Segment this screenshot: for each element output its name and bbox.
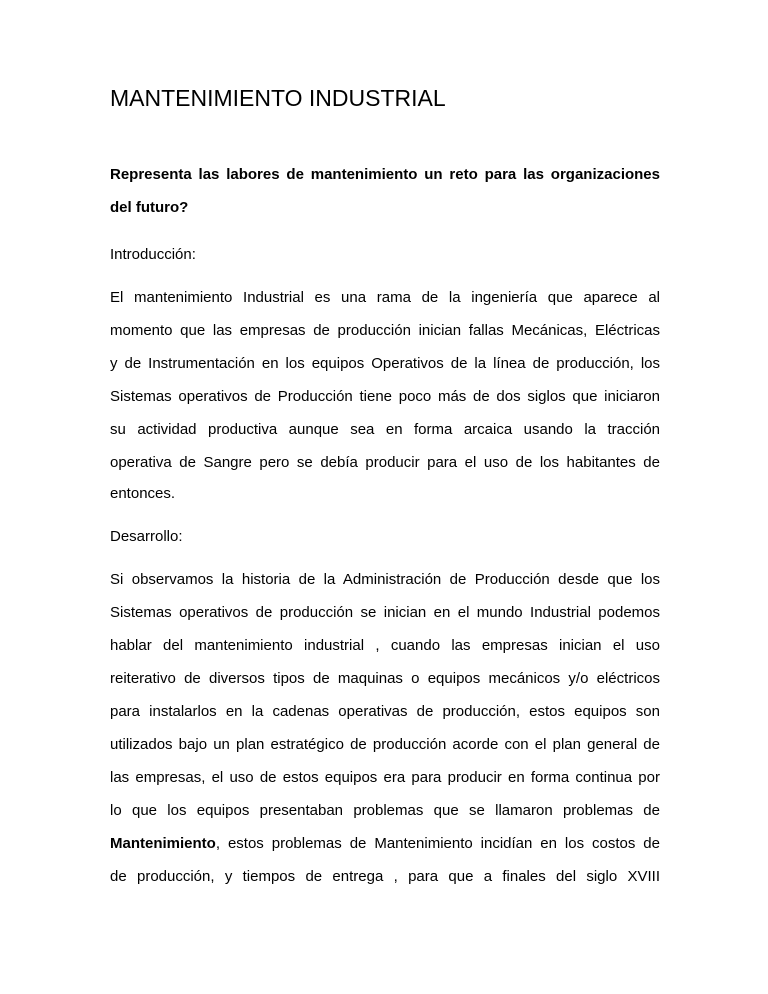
dev-line: Sistemas operativos de producción se inician en el mundo Industrial podemos	[110, 604, 660, 621]
intro-heading: Introducción:	[110, 246, 196, 263]
intro-line: Sistemas operativos de Producción tiene poco más de dos siglos que iniciaron	[110, 388, 660, 405]
dev-line: para instalarlos en la cadenas operativas de producción, estos equipos son	[110, 703, 660, 720]
dev-bold-rest: , estos problemas de Mantenimiento incidían en los costos de	[215, 835, 660, 852]
dev-line: Si observamos la historia de la Administración de Producción desde que los	[110, 571, 660, 588]
intro-line: entonces.	[110, 485, 176, 502]
question-line-1: Representa las labores de mantenimiento un reto para las organizaciones	[110, 166, 660, 183]
dev-line: las empresas, el uso de estos equipos era para producir en forma continua por	[110, 769, 660, 786]
intro-line: y de Instrumentación en los equipos Operativos de la línea de producción, los	[110, 355, 660, 372]
dev-heading: Desarrollo:	[110, 528, 183, 545]
dev-line: hablar del mantenimiento industrial , cuando las empresas inician el uso	[110, 637, 660, 654]
dev-line: de producción, y tiempos de entrega , para que a finales del siglo XVIII	[110, 868, 660, 885]
intro-line: operativa de Sangre pero se debía producir para el uso de los habitantes de	[110, 454, 660, 471]
dev-line: lo que los equipos presentaban problemas que se llamaron problemas de	[110, 802, 660, 819]
dev-bold-word: Mantenimiento	[110, 835, 216, 852]
dev-line-mixed	[110, 835, 660, 853]
intro-line: su actividad productiva aunque sea en forma arcaica usando la tracción	[110, 421, 660, 438]
dev-line: utilizados bajo un plan estratégico de producción acorde con el plan general de	[110, 736, 660, 753]
intro-line: momento que las empresas de producción inician fallas Mecánicas, Eléctricas	[110, 322, 660, 339]
document-title: MANTENIMIENTO INDUSTRIAL	[110, 85, 446, 111]
dev-line: reiterativo de diversos tipos de maquinas o equipos mecánicos y/o eléctricos	[110, 670, 660, 687]
intro-line: El mantenimiento Industrial es una rama de la ingeniería que aparece al	[110, 289, 660, 306]
question-line-2: del futuro?	[110, 199, 189, 216]
